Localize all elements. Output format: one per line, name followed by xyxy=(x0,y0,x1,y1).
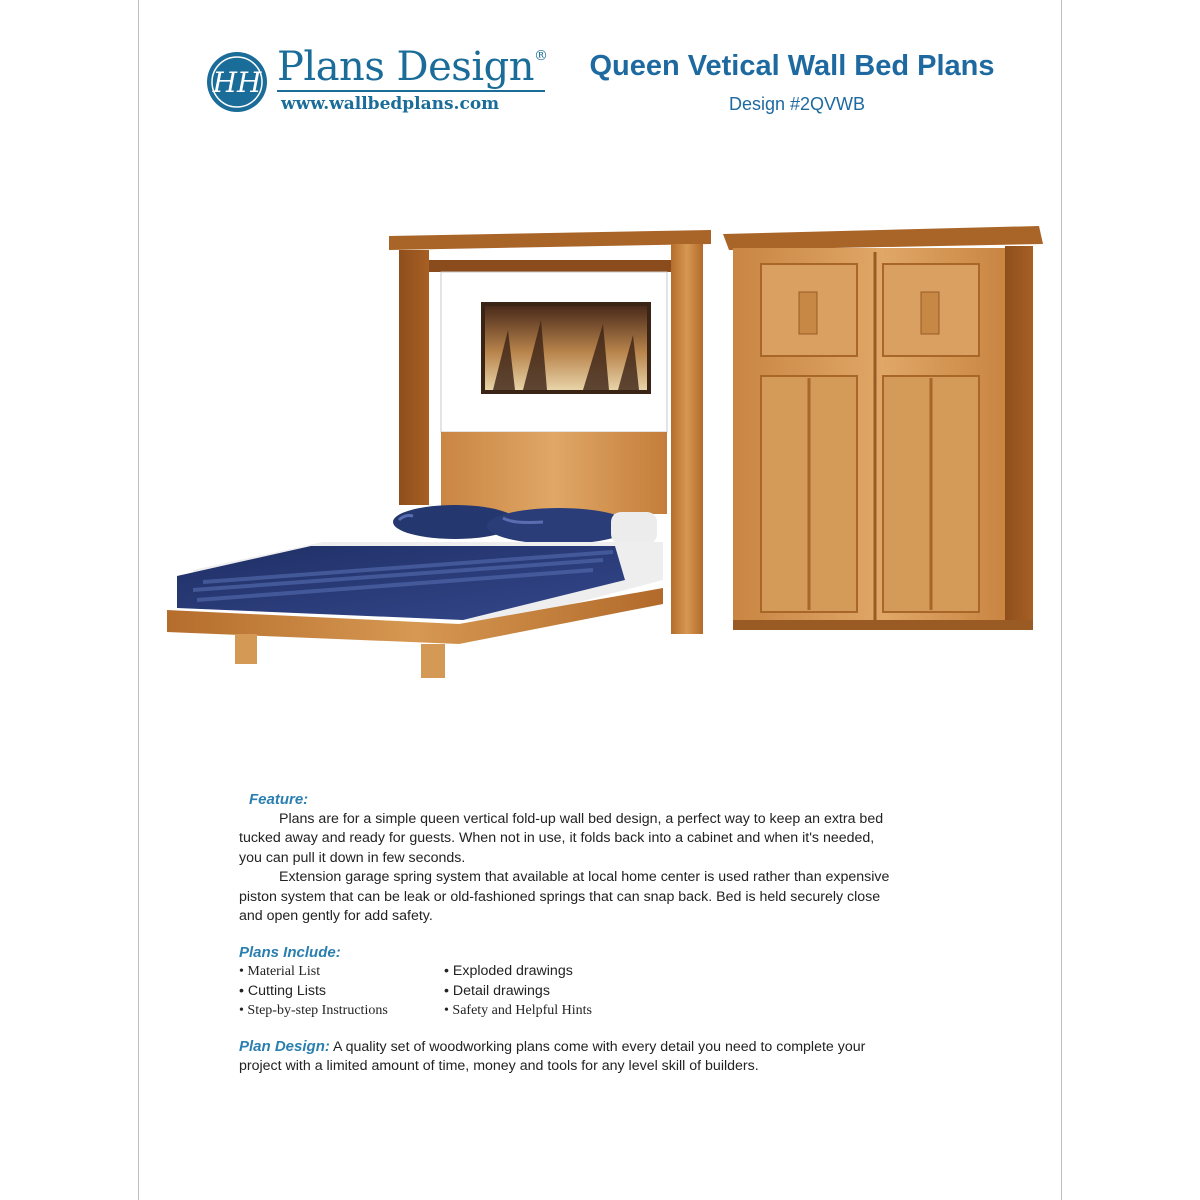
list-item: • Step-by-step Instructions xyxy=(239,1001,444,1021)
brand-logo xyxy=(205,44,550,124)
plan-design-text: A quality set of woodworking plans come with every detail you need to complete your project with a limited amount of time, money and tools for any level skill of builders. xyxy=(239,1038,866,1074)
document-title: Queen Vetical Wall Bed Plans xyxy=(589,50,995,82)
monogram-text: HH xyxy=(212,66,262,99)
brand-url: www.wallbedplans.com xyxy=(281,94,500,114)
plans-include-heading: Plans Include: xyxy=(239,943,341,961)
plans-include-list xyxy=(239,962,899,1021)
feature-section xyxy=(239,790,899,927)
feature-paragraph-2: Extension garage spring system that available at local home center is used rather than expensive piston system that can be leak or old-fashioned springs that can snap back. Bed is held securely close and open gently for add safety. xyxy=(239,869,890,924)
list-item: • Detail drawings xyxy=(444,982,694,1002)
open-wall-bed xyxy=(167,230,711,678)
wall-bed-illustration xyxy=(163,220,1043,690)
registered-mark: ® xyxy=(534,48,548,64)
feature-paragraph-1: Plans are for a simple queen vertical fold-up wall bed design, a perfect way to keep an extra bed tucked away and ready for guests. When not in use, it folds back into a cabinet and when it's needed, you can pull it down in few seconds. xyxy=(239,810,884,866)
plan-sheet xyxy=(138,0,1062,1200)
list-item: • Exploded drawings xyxy=(444,962,694,982)
description-text xyxy=(239,790,899,1077)
plans-include-section xyxy=(239,943,899,1021)
closed-wall-bed-cabinet xyxy=(723,226,1043,630)
list-item: • Safety and Helpful Hints xyxy=(444,1001,694,1021)
list-item: • Material List xyxy=(239,962,444,982)
design-number: Design #2QVWB xyxy=(728,94,866,114)
plan-design-heading: Plan Design: xyxy=(239,1037,330,1055)
feature-heading: Feature: xyxy=(249,791,309,808)
brand-name xyxy=(277,44,548,90)
logo-underline xyxy=(277,90,545,92)
plan-design-section xyxy=(239,1037,899,1077)
list-item: • Cutting Lists xyxy=(239,982,444,1002)
monogram-icon xyxy=(205,50,269,114)
brand-name-text: Plans Design xyxy=(277,44,534,90)
